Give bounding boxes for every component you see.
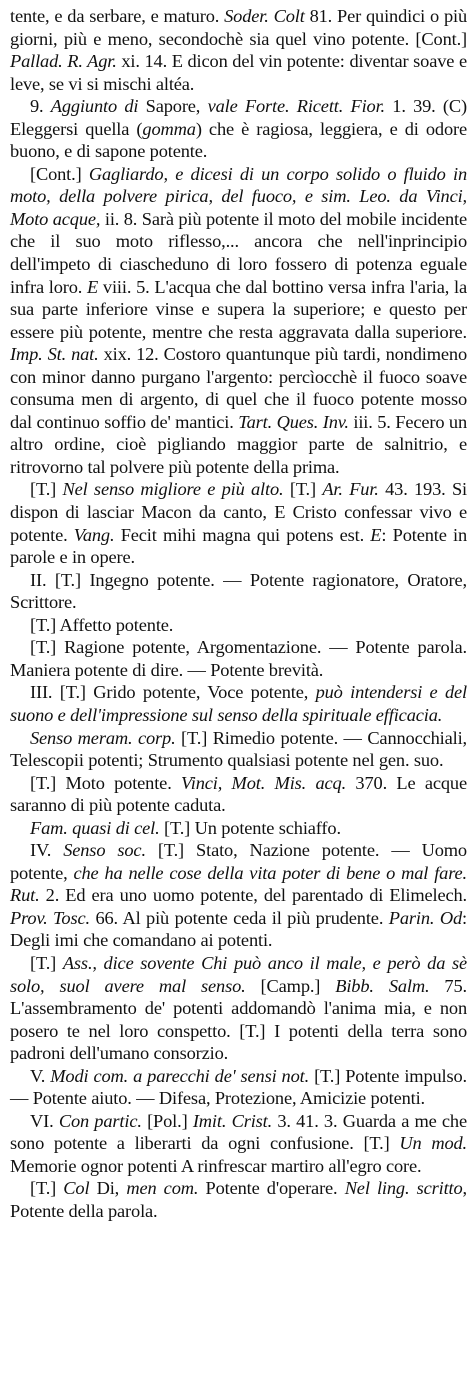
text-segment: Memorie ognor potenti A rinfrescar martiro all'egro core.: [10, 1155, 422, 1176]
italic-text-segment: Vinci, Mot. Mis. acq.: [181, 772, 347, 793]
italic-text-segment: Parin. Od: [388, 907, 463, 928]
italic-text-segment: Fam. quasi di cel.: [30, 817, 160, 838]
text-segment: Potente d'operare.: [198, 1178, 345, 1199]
text-segment: II. [T.] Ingegno potente. — Potente ragionatore, Oratore, Scrittore.: [10, 569, 467, 613]
italic-text-segment: Ass., dice sovente Chi può anco il male, e però da sè solo, suol avere mal senso.: [10, 952, 468, 996]
text-segment: : Potente in parole e in opere.: [10, 524, 467, 568]
text-segment: 75. L'assembramento de' potenti addomandò l'anima mia, e non posero te nel loro conspetto. [T.] I potenti della terra sono padroni dell'umano consorzio.: [10, 975, 467, 1064]
dictionary-paragraph: [10, 817, 467, 840]
dictionary-paragraph: [10, 727, 467, 772]
text-segment: III. [T.] Grido potente, Voce potente,: [30, 682, 316, 703]
text-segment: 43. 193. Si dispon di lasciar Macon da canto, E Cristo confessar vivo e potente.: [10, 479, 468, 545]
text-segment: [Camp.]: [245, 975, 336, 996]
text-segment: [T.] Potente impulso. — Potente aiuto. — Difesa, Protezione, Amicizie potenti.: [10, 1065, 467, 1109]
italic-text-segment: Con partic.: [58, 1110, 142, 1131]
text-segment: [Cont.]: [30, 163, 89, 184]
italic-text-segment: Imit. Crist.: [192, 1110, 273, 1131]
text-segment: 81. Per quindici o più giorni, più e meno, secondochè sia quel vino potente. [Cont.]: [10, 6, 467, 49]
italic-text-segment: può intendersi e del suono e dell'impressione sul senso della spirituale efficacia.: [10, 682, 467, 725]
italic-text-segment: Prov. Tosc.: [10, 907, 90, 928]
italic-text-segment: Col: [63, 1178, 90, 1199]
dictionary-paragraph: [10, 163, 467, 479]
italic-text-segment: Ar. Fur.: [322, 479, 379, 500]
text-segment: [T.] Ragione potente, Argomentazione. — Potente parola. Maniera potente di dire. — Potente brevità.: [10, 637, 467, 680]
dictionary-paragraph: [10, 569, 467, 614]
italic-text-segment: Tart. Ques. Inv.: [238, 411, 349, 432]
text-segment: [T.] Stato, Nazione potente. — Uomo potente,: [10, 840, 467, 883]
text-segment: viii. 5. L'acqua che dal bottino versa infra l'aria, la sua parte inferiore vinse e supera la superiore; e questo per essere più potente, mentre che resta aggravata dalla superiore.: [10, 276, 467, 342]
dictionary-paragraph: [10, 95, 467, 163]
text-segment: [T.]: [283, 479, 323, 500]
text-segment: 3. 41. 3. Guarda a me che sono potente a liberarti da ogni confusione. [T.]: [10, 1110, 467, 1154]
dictionary-paragraph: [10, 839, 467, 952]
text-segment: Sapore,: [138, 96, 208, 117]
italic-text-segment: Aggiunto di: [50, 96, 139, 117]
text-segment: 9.: [30, 96, 51, 117]
text-segment: xi. 14. E dicon del vin potente: diventar soave e leve, se vi si mischi altéa.: [10, 51, 467, 94]
italic-text-segment: Senso meram. corp.: [30, 727, 176, 748]
dictionary-paragraph: [10, 772, 467, 817]
italic-text-segment: Senso soc.: [63, 840, 146, 861]
dictionary-paragraph: [10, 614, 467, 637]
dictionary-paragraph: [10, 1065, 467, 1110]
italic-text-segment: vale Forte. Ricett. Fior.: [207, 96, 385, 117]
text-segment: ii. 8. Sarà più potente il moto del mobile incidente che il suo moto riflesso,... ancora che nell'inprincipio dell'impeto di ciascheduno di loro fossero di potenza eguale infra loro.: [10, 208, 467, 297]
text-segment: 1. 39. (C) Eleggersi quella (: [10, 96, 467, 139]
italic-text-segment: Un mod.: [399, 1133, 467, 1154]
text-segment: 2. Ed era uno uomo potente, del parentado di Elimelech.: [39, 885, 467, 906]
text-segment: Di,: [89, 1178, 127, 1199]
text-segment: [T.]: [30, 952, 63, 973]
text-segment: 66. Al più potente ceda il più prudente.: [89, 907, 389, 928]
italic-text-segment: Modi com. a parecchi de' sensi not.: [50, 1065, 310, 1086]
italic-text-segment: E: [87, 276, 99, 297]
dictionary-paragraph: [10, 952, 467, 1065]
text-segment: 370. Le acque saranno di più potente caduta.: [10, 772, 467, 816]
text-segment: [T.] Un potente schiaffo.: [159, 817, 341, 838]
dictionary-paragraph: [10, 1177, 467, 1222]
text-segment: [T.] Affetto potente.: [30, 614, 174, 635]
italic-text-segment: Pallad. R. Agr.: [10, 51, 117, 72]
dictionary-paragraph: [10, 5, 467, 95]
dictionary-paragraph: [10, 478, 467, 568]
italic-text-segment: Imp. St. nat.: [10, 344, 99, 365]
text-segment: , Potente della parola.: [10, 1178, 467, 1221]
text-segment: tente, e da serbare, e maturo.: [10, 6, 225, 26]
text-segment: VI.: [30, 1110, 59, 1131]
text-segment: [T.]: [30, 479, 63, 500]
text-segment: IV.: [30, 840, 64, 861]
text-segment: [T.] Rimedio potente. — Cannocchiali, Telescopii potenti; Strumento qualsiasi potente nel gen. suo.: [10, 727, 467, 771]
text-segment: iii. 5. Fecero un altro ordine, cioè pigliando maggior parte de salnitrio, e ritrovorno tal polvere più potente della prima.: [10, 411, 467, 477]
dictionary-paragraph: [10, 636, 467, 681]
text-segment: [T.] Moto potente.: [30, 772, 182, 793]
italic-text-segment: Bibb. Salm.: [335, 975, 430, 996]
italic-text-segment: che ha nelle cose della vita poter di bene o mal fare. Rut.: [10, 862, 467, 906]
italic-text-segment: Gagliardo, e dicesi di un corpo solido o fluido in moto, della polvere pirica, del fuoco, e sim. Leo. da Vinci, Moto acque,: [10, 163, 468, 229]
italic-text-segment: Nel ling. scritto: [344, 1178, 463, 1199]
italic-text-segment: Vang.: [73, 524, 115, 545]
italic-text-segment: E: [370, 524, 382, 545]
italic-text-segment: Nel senso migliore e più alto.: [62, 479, 284, 500]
italic-text-segment: Soder. Colt: [224, 6, 305, 26]
italic-text-segment: men com.: [126, 1178, 199, 1199]
dictionary-paragraph: [10, 681, 467, 726]
dictionary-paragraph: [10, 1110, 467, 1178]
text-segment: : Degli imi che comandano ai potenti.: [10, 907, 467, 951]
text-segment: [Pol.]: [141, 1110, 193, 1131]
text-segment: xix. 12. Costoro quantunque più tardi, nondimeno con minor danno purgano l'argento: percìocchè il fuoco soave consuma men di argento, di quel che il fuoco potente mosso dal continuo soffio de' mantici.: [10, 344, 467, 432]
italic-text-segment: gomma: [142, 118, 196, 139]
text-segment: V.: [30, 1065, 51, 1086]
text-segment: ) che è ragiosa, leggiera, e di odore buono, e di sapone potente.: [10, 118, 467, 162]
text-segment: [T.]: [30, 1178, 64, 1199]
text-segment: Fecit mihi magna qui potens est.: [114, 524, 371, 545]
